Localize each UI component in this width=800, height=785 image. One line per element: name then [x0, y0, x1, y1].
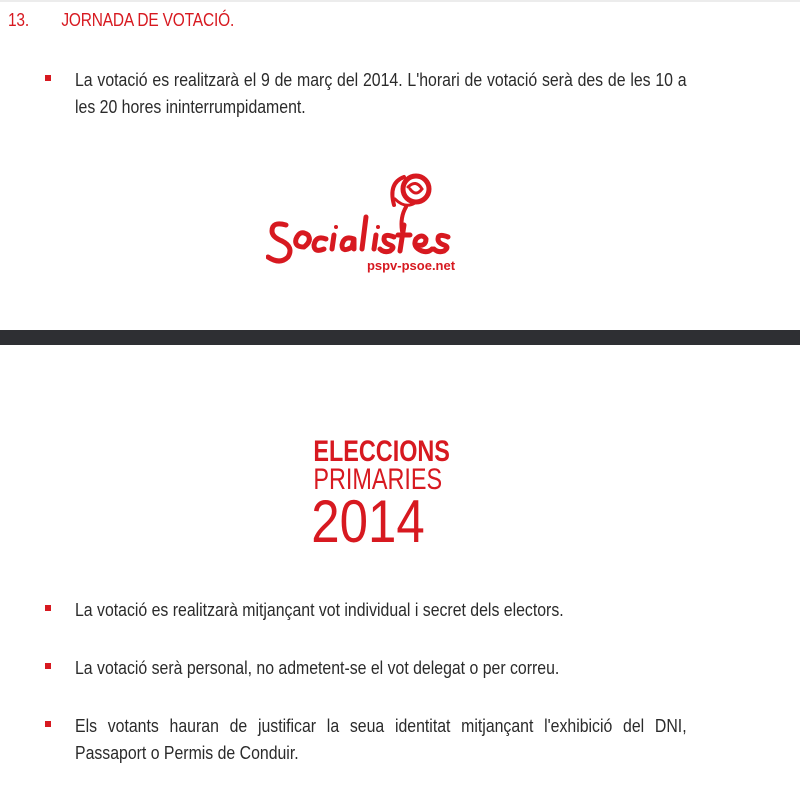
list-item: [45, 713, 770, 767]
bullet-text: Els votants hauran de justificar la seua identitat mitjançant l'exhibició del DNI, Passaport o Permis de Conduir.: [75, 716, 687, 763]
logo-year: 2014: [311, 488, 425, 555]
document-page-top: [0, 0, 800, 330]
bullet-text: La votació es realitzarà el 9 de març del 2014. L'horari de votació serà des de les 10 a les 20 hores ininterrumpidament.: [75, 70, 687, 117]
page-divider: [0, 330, 800, 345]
elecciones-primaries-logo: [298, 435, 450, 555]
logo-line-primaries: PRIMARIES: [313, 463, 443, 496]
section-title: JORNADA DE VOTACIÓ.: [61, 10, 235, 30]
bullet-icon: [45, 605, 51, 611]
section-heading: [8, 10, 234, 31]
bullet-icon: [45, 721, 51, 727]
socialistes-logo: [266, 167, 456, 277]
bullet-text: La votació serà personal, no admetent-se el vot delegat o per correu.: [75, 658, 560, 678]
socialistes-wordmark: [268, 217, 448, 261]
list-item: [45, 67, 770, 121]
section-number: 13.: [8, 10, 30, 30]
bullet-icon: [45, 75, 51, 81]
list-item: [45, 655, 770, 682]
list-item: [45, 597, 770, 624]
logo-line-elecciones: ELECCIONS: [313, 435, 450, 468]
bullet-text: La votació es realitzarà mitjançant vot individual i secret dels electors.: [75, 600, 564, 620]
rose-icon: [392, 176, 429, 231]
socialistes-url: pspv-psoe.net: [366, 258, 456, 273]
top-rule: [0, 0, 800, 2]
bullet-icon: [45, 663, 51, 669]
